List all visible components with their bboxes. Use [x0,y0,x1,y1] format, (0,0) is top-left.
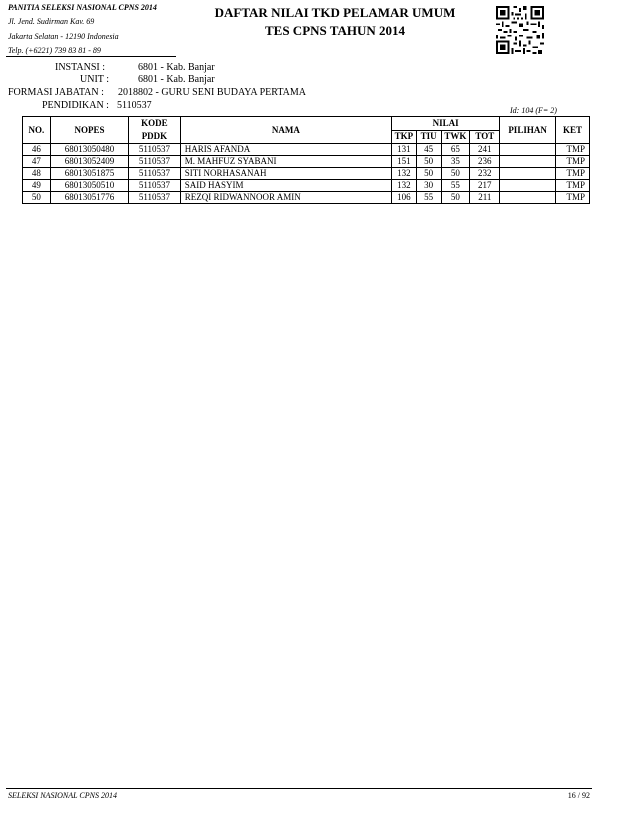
qr-code-icon [496,6,544,54]
cell-twk: 65 [441,144,470,156]
cell-kode: 5110537 [129,144,181,156]
table-row [23,168,590,180]
header-ket: KET [555,117,589,144]
org-phone: Telp. (+6221) 739 83 81 - 89 [8,46,101,55]
instansi-value: 6801 - Kab. Banjar [138,62,215,73]
footer-divider [6,788,592,789]
cell-ket: TMP [555,180,589,192]
org-address-line2: Jakarta Selatan - 12190 Indonesia [8,32,119,41]
cell-no: 49 [23,180,51,192]
cell-tiu: 55 [416,192,441,204]
cell-ket: TMP [555,192,589,204]
cell-twk: 55 [441,180,470,192]
table-row [23,180,590,192]
document-title: DAFTAR NILAI TKD PELAMAR UMUM [214,5,456,20]
document-subtitle: TES CPNS TAHUN 2014 [264,23,406,38]
header-nopes: NOPES [50,117,128,144]
cell-no: 50 [23,192,51,204]
org-divider [6,56,176,57]
org-name: PANITIA SELEKSI NASIONAL CPNS 2014 [8,3,157,12]
cell-tiu: 50 [416,168,441,180]
formasi-value: 2018802 - GURU SENI BUDAYA PERTAMA [118,87,306,98]
cell-tiu: 45 [416,144,441,156]
cell-twk: 35 [441,156,470,168]
table-row [23,156,590,168]
cell-no: 47 [23,156,51,168]
cell-tot: 241 [470,144,500,156]
unit-value: 6801 - Kab. Banjar [138,74,215,85]
cell-pilihan [500,144,556,156]
cell-nama: SITI NORHASANAH [180,168,391,180]
header-tiu: TIU [416,130,441,144]
cell-twk: 50 [441,168,470,180]
cell-ket: TMP [555,168,589,180]
cell-twk: 50 [441,192,470,204]
table-row [23,192,590,204]
header-tot: TOT [470,130,500,144]
header-no: NO. [23,117,51,144]
instansi-label: INSTANSI : [55,62,106,73]
cell-no: 46 [23,144,51,156]
cell-tot: 236 [470,156,500,168]
cell-nama: HARIS AFANDA [180,144,391,156]
cell-pilihan [500,168,556,180]
cell-pilihan [500,180,556,192]
header-twk: TWK [441,130,470,144]
cell-tot: 211 [470,192,500,204]
cell-nama: M. MAHFUZ SYABANI [180,156,391,168]
cell-tkp: 151 [392,156,417,168]
cell-kode: 5110537 [129,156,181,168]
cell-tot: 232 [470,168,500,180]
unit-label: UNIT : [80,74,109,85]
cell-tkp: 132 [392,168,417,180]
table-row [23,144,590,156]
cell-kode: 5110537 [129,168,181,180]
cell-pilihan [500,156,556,168]
cell-tkp: 131 [392,144,417,156]
page-number: 16 / 92 [567,791,590,800]
cell-tot: 217 [470,180,500,192]
header-pilihan: PILIHAN [500,117,556,144]
pendidikan-value: 5110537 [117,100,152,111]
cell-nopes: 68013052409 [50,156,128,168]
header-nama: NAMA [180,117,391,144]
header-tkp: TKP [392,130,417,144]
pendidikan-label: PENDIDIKAN : [42,100,109,111]
cell-tkp: 106 [392,192,417,204]
org-address-line1: Jl. Jend. Sudirman Kav. 69 [8,17,95,26]
cell-kode: 5110537 [129,180,181,192]
cell-ket: TMP [555,156,589,168]
cell-kode: 5110537 [129,192,181,204]
cell-nama: SAID HASYIM [180,180,391,192]
cell-tiu: 30 [416,180,441,192]
header-nilai: NILAI [392,117,500,131]
cell-nopes: 68013051875 [50,168,128,180]
cell-nopes: 68013050510 [50,180,128,192]
cell-tiu: 50 [416,156,441,168]
id-note: Id: 104 (F= 2) [510,106,557,115]
footer-label: SELEKSI NASIONAL CPNS 2014 [8,791,117,800]
header-kode-pddk [129,117,181,144]
header-pddk: PDDK [141,131,168,141]
cell-pilihan [500,192,556,204]
cell-tkp: 132 [392,180,417,192]
header-kode: KODE [141,118,168,128]
score-table [22,116,590,204]
cell-nama: REZQI RIDWANNOOR AMIN [180,192,391,204]
formasi-label: FORMASI JABATAN : [8,87,104,98]
cell-ket: TMP [555,144,589,156]
cell-nopes: 68013050480 [50,144,128,156]
cell-no: 48 [23,168,51,180]
cell-nopes: 68013051776 [50,192,128,204]
